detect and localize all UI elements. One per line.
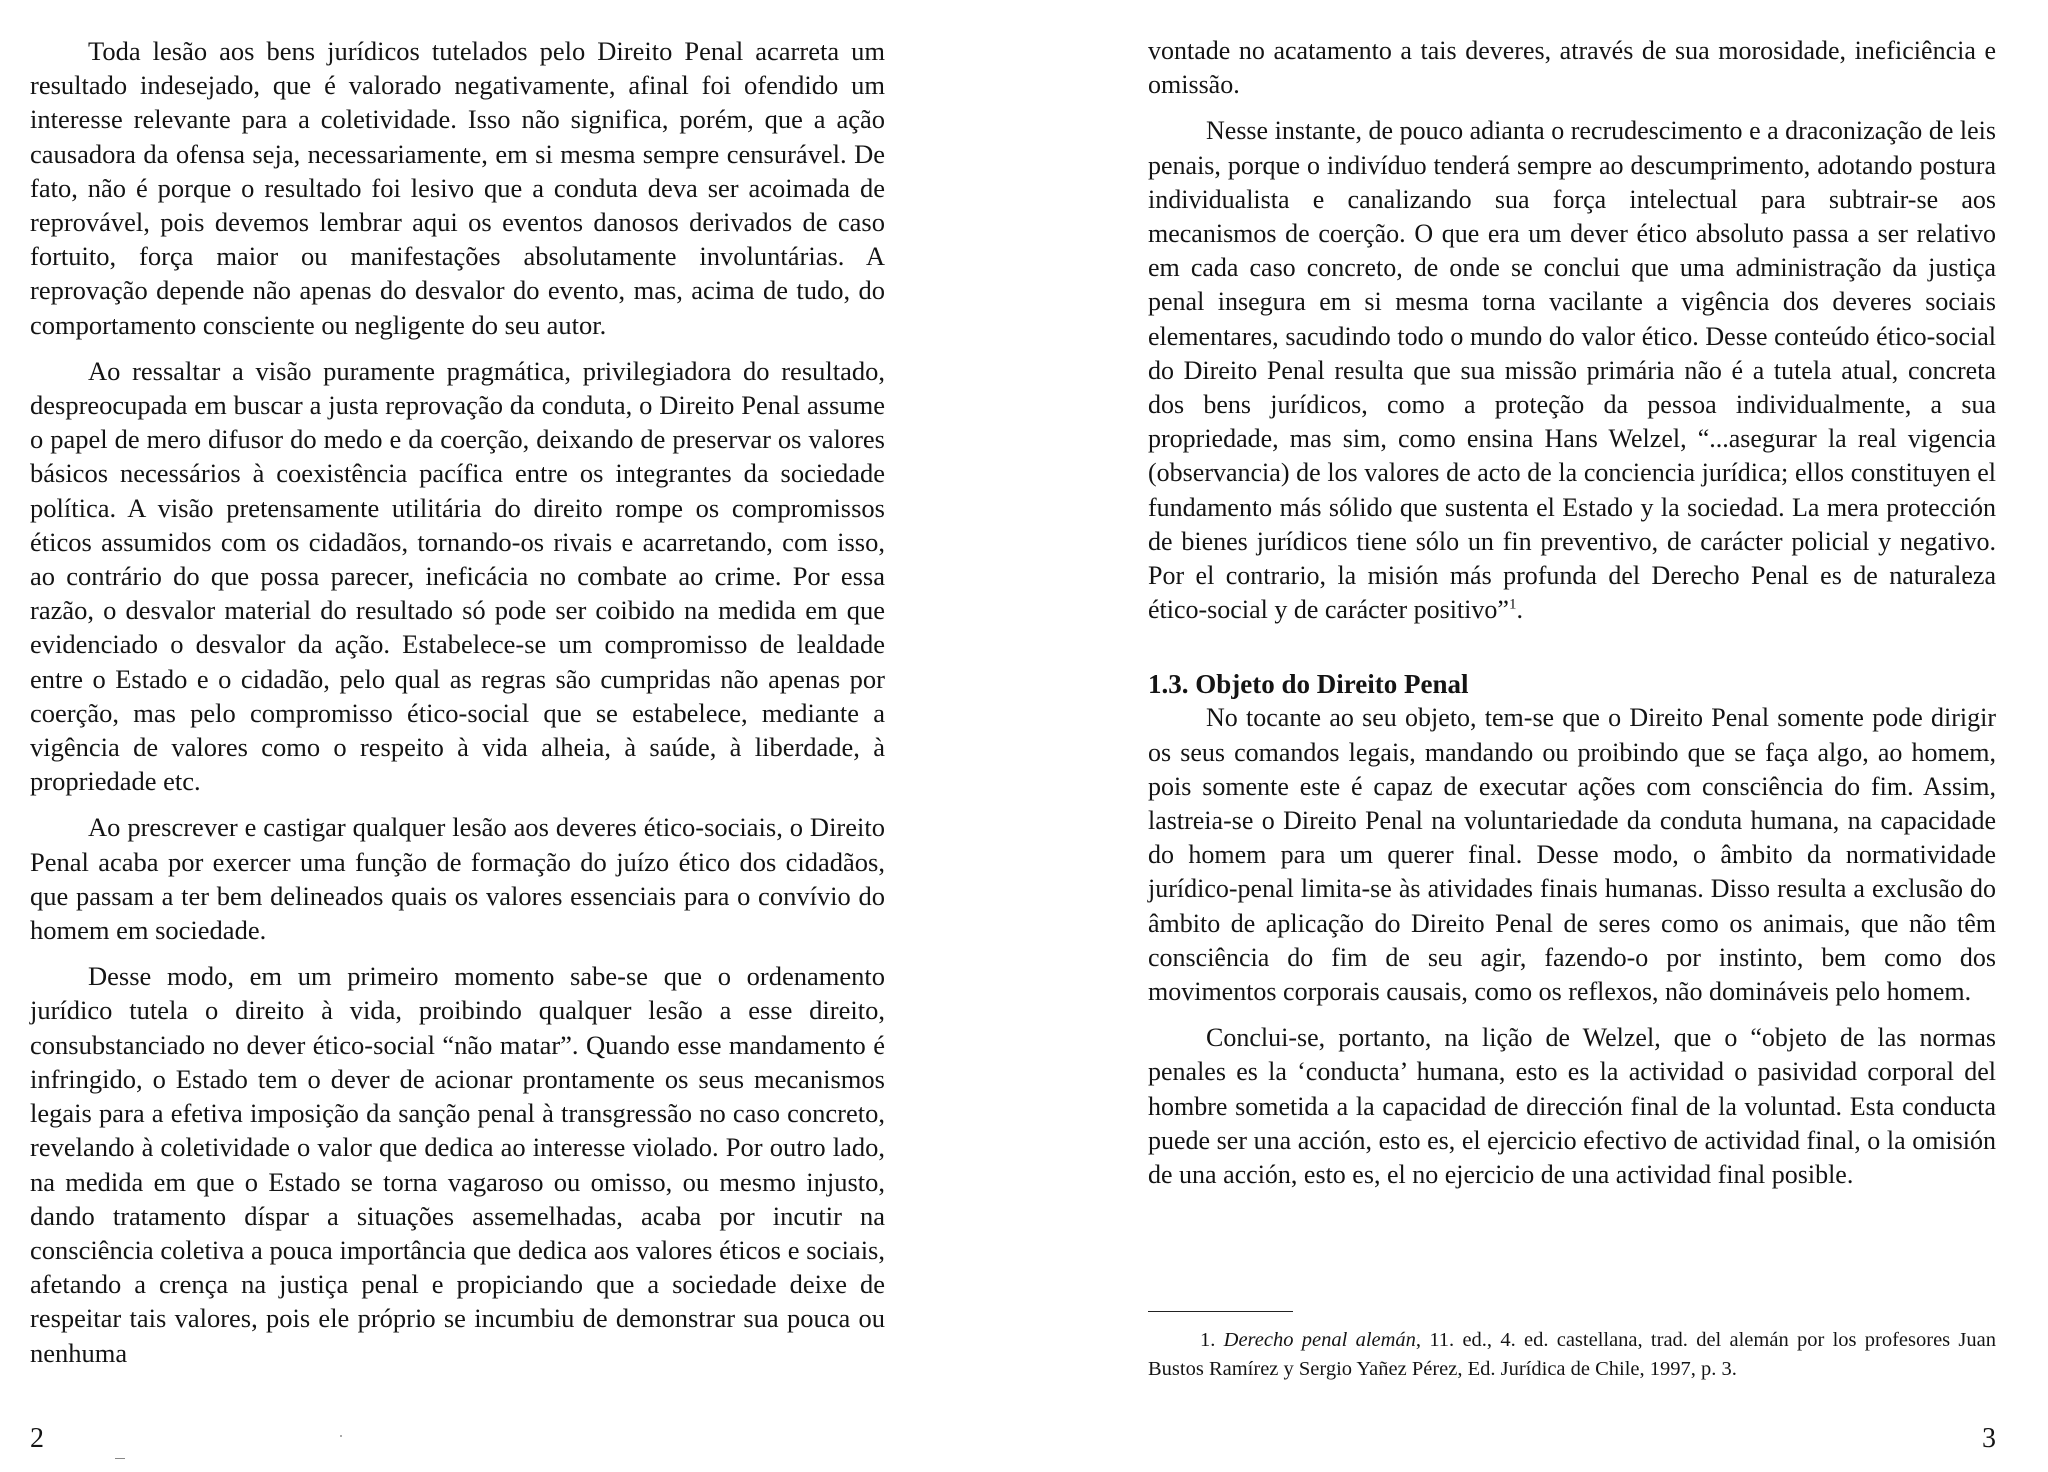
footnote — [1148, 1326, 1996, 1384]
left-page — [30, 0, 885, 1472]
scan-speck — [115, 1458, 125, 1459]
left-paragraph-3: Ao prescrever e castigar qualquer lesão aos deveres ético-sociais, o Direito Penal acaba por exercer uma função de formação do juízo ético dos cidadãos, que passam a ter bem delineados quais os valores essenciais para o convívio do homem em sociedade. — [30, 812, 885, 946]
right-continuation-paragraph: vontade no acatamento a tais deveres, através de sua morosidade, ineficiência e omissão. — [1148, 36, 1996, 100]
page-number-left: 2 — [30, 1423, 44, 1454]
section-paragraph-1: No tocante ao seu objeto, tem-se que o Direito Penal somente pode dirigir os seus comandos legais, mandando ou proibindo que se faça algo, ao homem, pois somente este é capaz de executar ações com consciência do fim. Assim, lastreia-se o Direito Penal na voluntariedade da conduta humana, na capacidade do homem para um querer final. Desse modo, o âmbito da normatividade jurídico-penal limita-se às atividades finais humanas. Disso resulta a exclusão do âmbito de aplicação do Direito Penal de seres como os animais, que não têm consciência do fim de seu agir, fazendo-o por instinto, bem como dos movimentos corporais causais, como os reflexos, não domináveis pelo homem. — [1148, 703, 1996, 1007]
left-paragraph-1: Toda lesão aos bens jurídicos tutelados pelo Direito Penal acarreta um resultado indesejado, que é valorado negativamente, afinal foi ofendido um interesse relevante para a coletividade. Isso não significa, porém, que a ação causadora da ofensa seja, necessariamente, em si mesma sempre censurável. De fato, não é porque o resultado foi lesivo que a conduta deva ser acoimada de reprovável, pois devemos lembrar aqui os eventos danosos derivados de caso fortuito, força maior ou manifestações absolutamente involuntárias. A reprovação depende não apenas do desvalor do evento, mas, acima de tudo, do comportamento consciente ou negligente do seu autor. — [30, 36, 885, 340]
right-page-body — [1148, 34, 1996, 1204]
footnote-title: Derecho penal alemán — [1223, 1329, 1416, 1351]
section-heading: 1.3. Objeto do Direito Penal — [1148, 669, 1469, 700]
left-paragraph-4: Desse modo, em um primeiro momento sabe-se que o ordenamento jurídico tutela o direito à vida, proibindo qualquer lesão a esse direito, consubstanciado no dever ético-social “não matar”. Quando esse mandamento é infringido, o Estado tem o dever de acionar prontamente os seus mecanismos legais para a efetiva imposição da sanção penal à transgressão no caso concreto, revelando à coletividade o valor que dedica ao interesse violado. Por outro lado, na medida em que o Estado se torna vagaroso ou omisso, ou mesmo injusto, dando tratamento díspar a situações assemelhadas, acaba por incutir na consciência coletiva a pouca importância que dedica aos valores éticos e sociais, afetando a crença na justiça penal e propiciando que a sociedade deixe de respeitar tais valores, pois ele próprio se incumbiu de demonstrar sua pouca ou nenhuma — [30, 961, 885, 1368]
section-paragraph-2: Conclui-se, portanto, na lição de Welzel, que o “objeto de las normas penales es la ‘conducta’ humana, esto es la actividad o pasividad corporal del hombre sometida a la capacidad de dirección final de la voluntad. Esta conducta puede ser una acción, esto es, el ejercicio efectivo de actividad final, o la omisión de una acción, esto es, el no ejercicio de una actividad final posible. — [1148, 1023, 1996, 1190]
page-number-right: 3 — [1982, 1423, 1996, 1454]
right-paragraph-2-end: . — [1516, 595, 1523, 625]
footnote-divider — [1148, 1311, 1293, 1312]
right-paragraph-2 — [1148, 114, 1996, 627]
left-paragraph-2: Ao ressaltar a visão puramente pragmática, privilegiadora do resultado, despreocupada em buscar a justa reprovação da conduta, o Direito Penal assume o papel de mero difusor do medo e da coerção, deixando de preservar os valores básicos necessários à coexistência pacífica entre os integrantes da sociedade política. A visão pretensamente utilitária do direito rompe os compromissos éticos assumidos com os cidadãos, tornando-os rivais e acarretando, com isso, ao contrário do que possa parecer, ineficácia no combate ao crime. Por essa razão, o desvalor material do resultado só pode ser coibido na medida em que evidenciado o desvalor da ação. Estabelece-se um compromisso de lealdade entre o Estado e o cidadão, pelo qual as regras são cumpridas não apenas por coerção, mas pelo compromisso ético-social que se estabelece, mediante a vigência de valores como o respeito à vida alheia, à saúde, à liberdade, à propriedade etc. — [30, 355, 885, 797]
footnote-text: , 11. ed., 4. ed. castellana, trad. del alemán por los profesores Juan Bustos Ramírez y Sergio Yañez Pérez, Ed. Jurídica de Chile, 1997, p. 3. — [1148, 1329, 1997, 1380]
left-page-body — [30, 34, 885, 1382]
right-page — [1148, 0, 1996, 1472]
footnote-reference[interactable]: 1 — [1508, 596, 1517, 613]
scan-speck-dot — [340, 1435, 342, 1437]
right-paragraph-2-text: Nesse instante, de pouco adianta o recrudescimento e a draconização de leis penais, porque o indivíduo tenderá sempre ao descumprimento, adotando postura individualista e canalizando sua força intelectual para subtrair-se aos mecanismos de coerção. O que era um dever ético absoluto passa a ser relativo em cada caso concreto, de onde se conclui que uma administração da justiça penal insegura em si mesma torna vacilante a vigência dos deveres sociais elementares, sacudindo todo o mundo do valor ético. Desse conteúdo ético-social do Direito Penal resulta que sua missão primária não é a tutela atual, concreta dos bens jurídicos, como a proteção da pessoa individualmente, a sua propriedade, mas sim, como ensina Hans Welzel, “...asegurar la real vigencia (observancia) de los valores de acto de la conciencia jurídica; ellos constituyen el fundamento más sólido que sustenta el Estado y la sociedad. La mera protección de bienes jurídicos tiene sólo un fin preventivo, de carácter policial y negativo. Por el contrario, la misión más profunda del Derecho Penal es de naturaleza ético-social y de carácter positivo” — [1148, 116, 1996, 625]
footnote-number: 1. — [1200, 1329, 1216, 1351]
